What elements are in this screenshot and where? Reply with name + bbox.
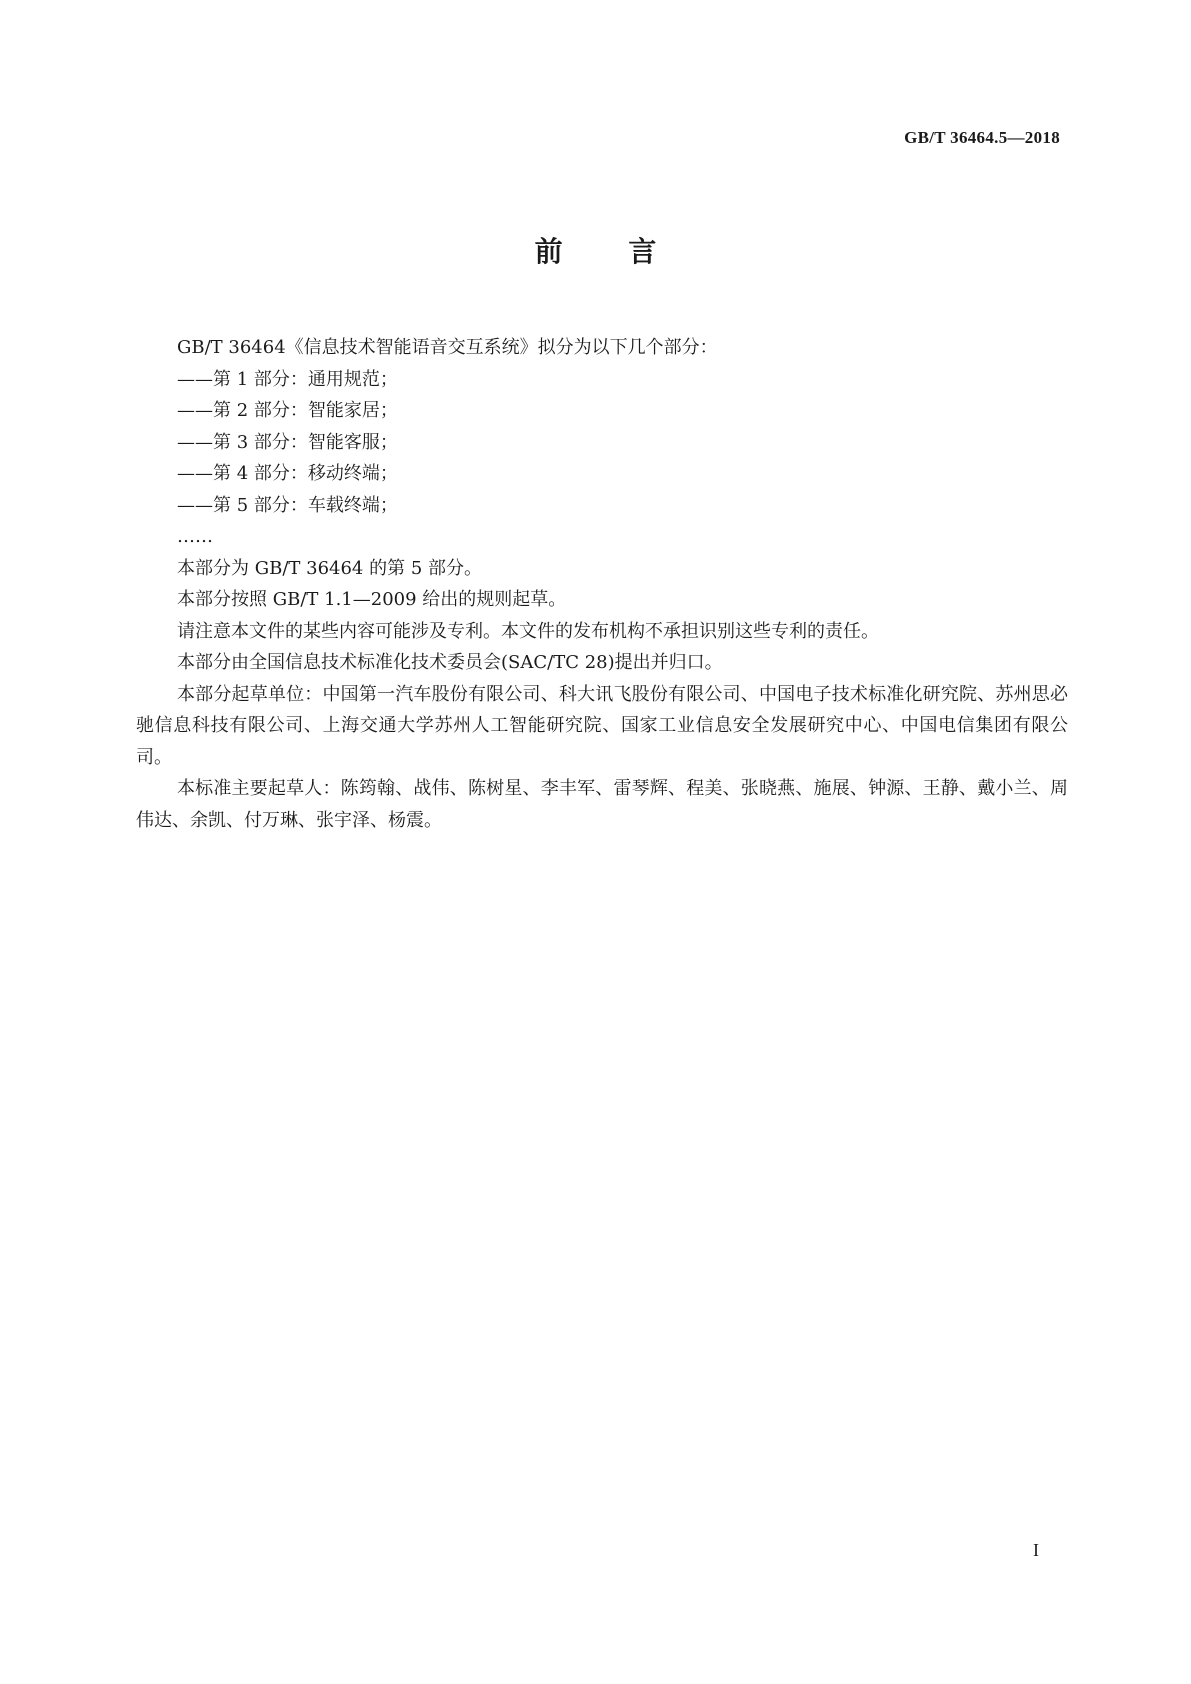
page-number: I bbox=[1033, 1540, 1039, 1560]
ellipsis: …… bbox=[177, 526, 213, 547]
drafting-units-paragraph: 本部分起草单位：中国第一汽车股份有限公司、科大讯飞股份有限公司、中国电子技术标准化研究院、苏州思必驰信息科技有限公司、上海交通大学苏州人工智能研究院、国家工业信息安全发展研究中心、中国电信集团有限公司。 bbox=[136, 683, 1068, 768]
part-item-1: ——第 1 部分：通用规范； bbox=[177, 368, 398, 390]
foreword-body bbox=[136, 332, 1068, 836]
part-item-3: ——第 3 部分：智能客服； bbox=[177, 431, 398, 453]
part-item-4: ——第 4 部分：移动终端； bbox=[177, 463, 398, 484]
page-title: 前 言 bbox=[534, 235, 685, 268]
this-part-paragraph: 本部分为 GB/T 36464 的第 5 部分。 bbox=[177, 557, 482, 579]
part-item-2: ——第 2 部分：智能家居； bbox=[177, 400, 398, 421]
drafters-paragraph: 本标准主要起草人：陈筠翰、战伟、陈树星、李丰军、雷琴辉、程美、张晓燕、施展、钟源、王静、戴小兰、周伟达、余凯、付万琳、张宇泽、杨震。 bbox=[136, 778, 1068, 831]
proposed-by-paragraph: 本部分由全国信息技术标准化技术委员会(SAC/TC 28)提出并归口。 bbox=[177, 652, 723, 673]
standard-code: GB/T 36464.5—2018 bbox=[904, 128, 1060, 147]
drafting-rules-paragraph: 本部分按照 GB/T 1.1—2009 给出的规则起草。 bbox=[177, 589, 567, 610]
patent-notice-paragraph: 请注意本文件的某些内容可能涉及专利。本文件的发布机构不承担识别这些专利的责任。 bbox=[177, 620, 879, 642]
part-item-5: ——第 5 部分：车载终端； bbox=[177, 494, 398, 516]
intro-paragraph: GB/T 36464《信息技术智能语音交互系统》拟分为以下几个部分： bbox=[177, 337, 718, 358]
